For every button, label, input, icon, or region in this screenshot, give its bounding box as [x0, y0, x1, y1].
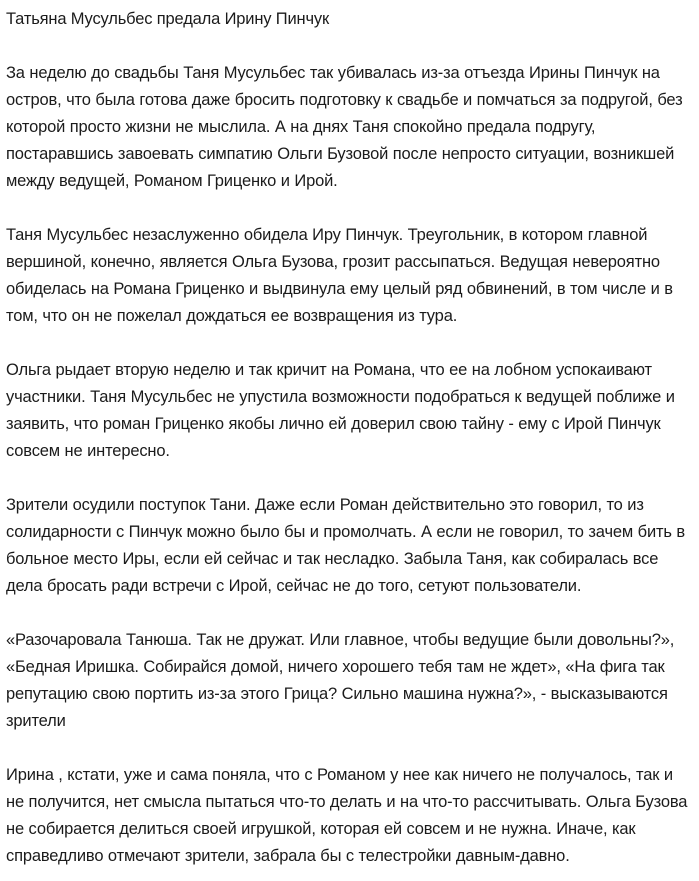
paragraph-spacer [6, 330, 690, 357]
article-paragraph-quotes: «Разочаровала Танюша. Так не дружат. Или главное, чтобы ведущие были довольны?», «Бедная Иришка. Собирайся домой, ничего хорошего тебя там не ждет», «На фига так репутацию свою портить из-за этого Грица? Сильно машина нужна?», - высказываются зрители [6, 631, 679, 730]
paragraph-spacer [6, 195, 690, 222]
title-body-spacer [6, 33, 690, 60]
article-paragraph: Таня Мусульбес незаслуженно обидела Иру Пинчук. Треугольник, в котором главной вершиной, конечно, является Ольга Бузова, грозит рассыпаться. Ведущая невероятно обиделась на Романа Гриценко и выдвинула ему целый ряд обвинений, в том числе и в том, что он не пожелал дождаться ее возвращения из тура. [6, 226, 678, 325]
paragraph-spacer [6, 600, 690, 627]
article-title: Татьяна Мусульбес предала Ирину Пинчук [6, 10, 330, 28]
article-paragraph: Зрители осудили поступок Тани. Даже если Роман действительно это говорил, то из солидарности с Пинчук можно было бы и промолчать. А если не говорил, то зачем бить в больное место Иры, если ей сейчас и так несладко. Забыла Таня, как собиралась все дела бросать ради встречи с Ирой, сейчас не до того, сетуют пользователи. [6, 496, 690, 595]
article-paragraph: Ирина , кстати, уже и сама поняла, что с Романом у нее как ничего не получалось, так и не получится, нет смысла пытаться что-то делать и на что-то рассчитывать. Ольга Бузова не собирается делиться своей игрушкой, которая ей совсем и не нужна. Иначе, как справедливо отмечают зрители, забрала бы с телестройки давным-давно. [6, 766, 692, 865]
paragraph-spacer [6, 465, 690, 492]
article-paragraph: За неделю до свадьбы Таня Мусульбес так убивалась из-за отъезда Ирины Пинчук на остров, что была готова даже бросить подготовку к свадьбе и помчаться за подругой, без которой просто жизни не мыслила. А на днях Таня спокойно предала подругу, постаравшись завоевать симпатию Ольги Бузовой после непросто ситуации, возникшей между ведущей, Романом Гриценко и Ирой. [6, 64, 688, 190]
article-body [6, 60, 690, 870]
article-paragraph: Ольга рыдает вторую неделю и так кричит на Романа, что ее на лобном успокаивают участники. Таня Мусульбес не упустила возможности подобраться к ведущей поближе и заявить, что роман Гриценко якобы лично ей доверил свою тайну - ему с Ирой Пинчук совсем не интересно. [6, 361, 680, 460]
paragraph-spacer [6, 735, 690, 762]
